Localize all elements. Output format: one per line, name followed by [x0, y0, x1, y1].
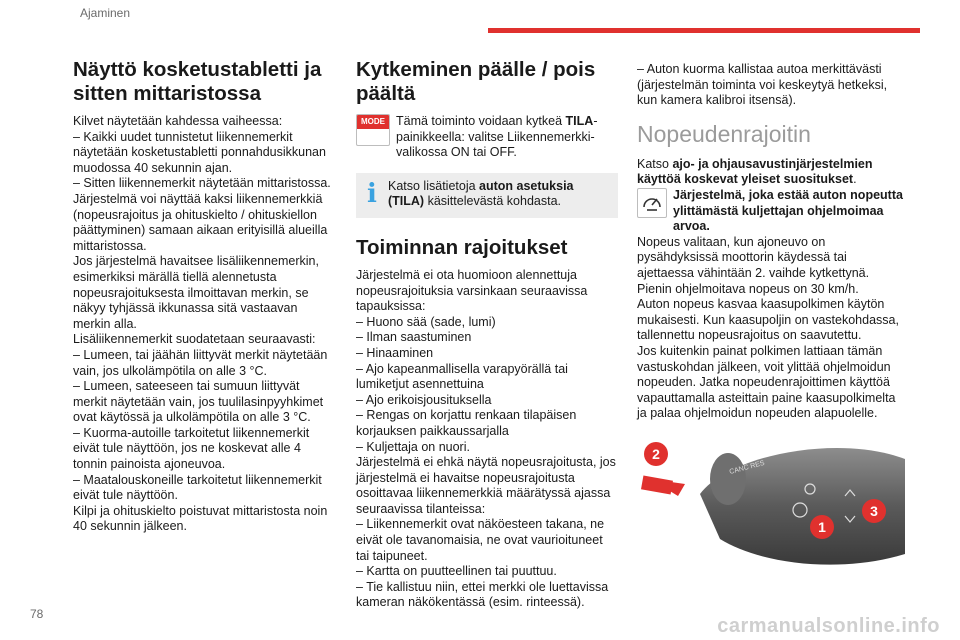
- speed-limiter-definition: [637, 188, 905, 235]
- paragraph: Auton nopeus kasvaa kaasupolkimen käytön mukaisesti. Kun kaasupoljin on vastekohdassa, tallennettu nopeusrajoitus on saavutettu.: [637, 297, 899, 343]
- paragraph: Lisäliikennemerkit suodatetaan seuraavasti:: [73, 332, 316, 347]
- reference-post: .: [853, 172, 857, 187]
- list-item: – Ajo kapeanmallisella varapyörällä tai lumiketjut asennettuina: [356, 361, 568, 392]
- speed-limiter-icon: [637, 188, 667, 218]
- lever-illustration: [640, 434, 910, 574]
- list-item: – Lumeen, sateeseen tai sumuun liittyvät merkit näytetään vain, jos tuulilasinpyyhkimet ovat käytössä ja ulkolämpötila on alle 3 °C.: [73, 379, 324, 425]
- list-item: – Ajo erikoisjousituksella: [356, 392, 492, 407]
- section-title-speed-limiter: Nopeudenrajoitin: [637, 120, 811, 147]
- list-item: – Kuljettaja on nuori.: [356, 439, 470, 454]
- reference-text: [637, 157, 905, 188]
- callout-label-2: 2: [652, 446, 660, 462]
- list-item: – Ilman saastuminen: [356, 330, 472, 345]
- list-item: – Kuorma-autoille tarkoitetut liikennemerkit eivät tule näyttöön, jos ne koskevat alle 4 tonnin painoista ajoneuvoa.: [73, 425, 310, 472]
- paragraph: Kilvet näytetään kahdessa vaiheessa:: [73, 114, 283, 128]
- list-item: – Maatalouskoneille tarkoitetut liikennemerkit eivät tule näyttöön.: [73, 472, 322, 503]
- list-item: – Kaikki uudet tunnistetut liikennemerkit näytetään kosketustabletti ponnahdusikkunan muodossa 40 sekunnin ajan.: [73, 129, 326, 175]
- list-item: – Tie kallistuu niin, ettei merkki ole luettavissa kameran näkökentässä (esim. rinteessä).: [356, 579, 609, 610]
- info-text-pre: Katso lisätietoja: [388, 178, 480, 193]
- section-title-display: Näyttö kosketustabletti ja sitten mittaristossa: [73, 58, 322, 105]
- mode-text-bold: TILA: [565, 114, 594, 128]
- column-3: [637, 62, 905, 422]
- mode-text: [396, 114, 618, 161]
- header-accent-bar: [488, 28, 920, 33]
- mode-button-icon: [356, 114, 390, 146]
- paragraph: Pienin ohjelmoitava nopeus on 30 km/h.: [637, 281, 859, 296]
- reference-pre: Katso: [637, 156, 673, 171]
- list-item: – Auton kuorma kallistaa autoa merkittävästi (järjestelmän toiminta voi keskeytyä hetkeksi, kun kamera kalibroi itsensä).: [637, 62, 888, 108]
- page-number: 78: [30, 607, 44, 621]
- info-box: [356, 173, 618, 218]
- list-item: – Sitten liikennemerkit näytetään mittaristossa.: [73, 176, 331, 191]
- mode-text-post: -painikkeella: valitse Liikennemerkki-valikossa ON tai OFF.: [396, 114, 598, 160]
- section-title-toggle: Kytkeminen päälle / pois päältä: [356, 58, 596, 105]
- paragraph: Kilpi ja ohituskielto poistuvat mittaristosta noin 40 sekunnin jälkeen.: [73, 503, 328, 534]
- mode-instruction: [356, 114, 618, 161]
- info-icon: i: [367, 178, 377, 209]
- list-item: – Kartta on puutteellinen tai puuttuu.: [356, 564, 557, 579]
- list-item: – Hinaaminen: [356, 345, 434, 360]
- paragraph: Nopeus valitaan, kun ajoneuvo on pysähdyksissä moottorin käydessä tai ajettaessa vähintään 2. vaihde kytkettynä.: [637, 234, 870, 280]
- info-text-post: käsittelevästä kohdasta.: [424, 194, 561, 209]
- paragraph: Jos kuitenkin painat polkimen lattiaan tämän vastuskohdan jälkeen, voit ylittää ohjelmoidun nopeuden. Jatka nopeudenrajoittimen käyttöä vapauttamalla asteittain paine kaasupolkimelta ja palaa ohjelmoidun nopeuden alapuolelle.: [637, 343, 896, 421]
- lever-label: CANC RES: [728, 459, 766, 476]
- watermark-logo: carmanualsonline.info: [717, 615, 940, 637]
- info-text: [388, 179, 610, 210]
- paragraph: Jos järjestelmä havaitsee lisäliikennemerkin, esimerkiksi märällä tiellä alennetusta nopeusrajoituksesta ilmoittavan merkin, se näkyy tyhjässä ikkunassa sitä vastaavan merkin alla.: [73, 254, 319, 331]
- info-text-bold: auton asetuksia (TILA): [388, 178, 574, 209]
- mode-text-pre: Tämä toiminto voidaan kytkeä: [396, 114, 566, 128]
- definition-text: Järjestelmä, joka estää auton nopeutta ylittämästä kuljettajan ohjelmoimaa arvoa.: [673, 187, 903, 234]
- paragraph: Järjestelmä ei ota huomioon alennettuja nopeusrajoituksia varsinkaan seuraavissa tapauksissa:: [356, 267, 588, 314]
- column-2: [356, 58, 618, 611]
- paragraph: Järjestelmä voi näyttää kaksi liikennemerkkiä (nopeusrajoitus ja ohituskielto / ohituskiellon päättyminen) samaan aikaan erityisillä alueilla mittaristossa.: [73, 191, 328, 253]
- list-item: – Rengas on korjattu renkaan tilapäisen korjauksen paikkaussarjalla: [356, 408, 577, 438]
- list-item: – Liikennemerkit ovat näköesteen takana, ne eivät ole tavanomaisia, ne ovat vaurioituneet tai taipuneet.: [356, 517, 605, 563]
- callout-label-1: 1: [818, 519, 826, 535]
- mode-icon-label: MODE: [357, 115, 389, 129]
- paragraph: Järjestelmä ei ehkä näytä nopeusrajoitusta, jos järjestelmä ei havaitse nopeusrajoitusta osoittavaa liikennemerkkiä määrätyssä ajassa seuraavissa tilanteissa:: [356, 455, 616, 516]
- running-header: Ajaminen: [80, 6, 131, 20]
- callout-label-3: 3: [870, 503, 878, 519]
- column-1: [73, 58, 331, 535]
- section-title-limitations: Toiminnan rajoitukset: [356, 235, 568, 259]
- list-item: – Lumeen, tai jäähän liittyvät merkit näytetään vain, jos ulkolämpötila on alle 3 °C.: [73, 347, 328, 378]
- list-item: – Huono sää (sade, lumi): [356, 314, 496, 329]
- reference-bold: ajo- ja ohjausavustinjärjestelmien käyttöä koskevat yleiset suositukset: [637, 156, 873, 187]
